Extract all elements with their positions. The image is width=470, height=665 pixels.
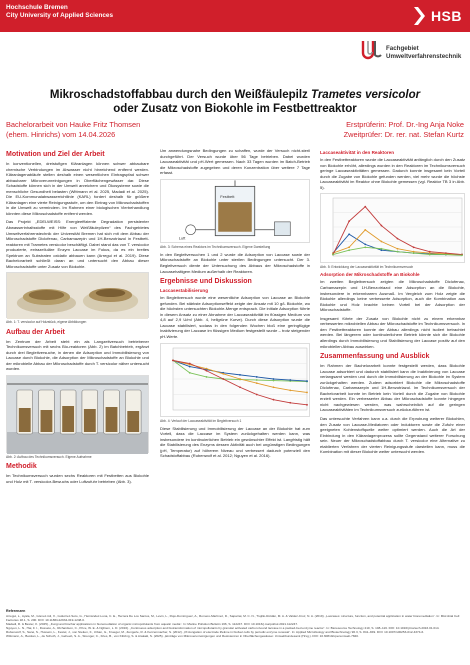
- org-line-1: Hochschule Bremen: [6, 4, 68, 11]
- data-point: [380, 241, 382, 243]
- data-point: [445, 254, 447, 256]
- paragraph: Diese Stabilisierung und Immobilisierung der Laccase an der Biokohle hat zum Vorteil, dass die Laccase im System zurückgehalten werden kann, was insbesondere im kontinuierlichen Betrieb ein gewünschter Effekt ist. Langfristig hält die Stabilisierung des Enzyms dessen Aktivität auch bei ungünstigen Bedingungen (pH, Temperatur) auf höherem Niveau und verbessert dadurch potenziell den Schadstoffabbau (Rubenwolf et al. 2012; Nguyen et al. 2016).: [160, 425, 310, 459]
- paragraph: Im Begleitversuch wurde eine wesentliche Adsorption von Laccase an Biokohle gefunden. Bei stärkste Adsorptionseffekt zeigte der Ansatz mit 10 g/L Biokohle, wo die höchsten untersuchten Biokohle-Menge entsprach. Die initiale Adsorption führte in diesem Ansatz zu einer Abnahme der Laccaseaktivität im flüssigen Medium von 4,8 auf 2,9 U/ml (Abb. 4, hellgrüne Kurve). Durch diese Adsorption wurde die Laccase stabilisiert, sodass in den folgenden Wochen bloß eine geringfügige Inaktivierung der Laccase im flüssigen Medium festgestellt wurde – trotz steigender pH-Werte.: [160, 295, 310, 339]
- title-line-1: [0, 88, 470, 102]
- figure-chart-reactor-activity: [320, 193, 465, 263]
- heading-motivation: Motivation und Ziel der Arbeit: [6, 151, 105, 158]
- data-point: [348, 234, 350, 236]
- data-point: [380, 225, 382, 227]
- paragraph: In den Begleitversuchen 1 und 2 wurde die Adsorption von Laccase sowie der Mikroschadstoffe an Biokohle unter sterilen Bedingungen untersucht. Der 3. Begleitversuch diente der Untersuchung des Abbaus der Mikroschadstoffe in Laccasehaltigem Medium außerhalb der Reaktoren.: [160, 251, 310, 274]
- reference-item: Arregui, L., Ayala, M., Gómez-Gil, X., Gutiérrez-Soto, G., Hernández-Luna, C. E., Herrera De Los Santos, M., Levin, L., Rojo-Domínguez, A., Romero-Martínez, D., Saparrat, M. C. N., Trujillo-Roldán, M. A. & Valdez-Cruz, N. A. (2019). „Laccases: structure, function, and potential application in water bioremediation“. In: Microbial Cell Factories 18.1, S. 200. DOI: 10.1186/s12934-019-1248-0.: [6, 614, 460, 622]
- data-point: [397, 248, 399, 250]
- heading-methodik: Methodik: [6, 463, 37, 471]
- data-point: [189, 371, 191, 373]
- author-line-1: Bachelorarbeit von Hauke Fritz Thomsen: [6, 120, 141, 129]
- title-line-2: oder Zusatz von Biokohle im Festbettreaktor: [113, 103, 357, 115]
- heading-ergebnisse: Ergebnisse und Diskussion: [160, 278, 252, 286]
- examiner-line-2: Zweitprüfer: Dr. rer. nat. Stefan Kurtz: [343, 129, 464, 139]
- data-point: [273, 379, 275, 381]
- references-heading: Referenzen: [6, 609, 26, 613]
- data-point: [306, 403, 308, 405]
- references: [6, 609, 466, 638]
- data-point: [397, 238, 399, 240]
- scheme-label-festbett: Festbett: [220, 193, 235, 199]
- data-point: [273, 386, 275, 388]
- figure-reactor-scheme: [160, 179, 310, 243]
- data-point: [380, 248, 382, 250]
- caption-figure-1: Abb. 1: T. versicolor auf Holzstück, eigene Abbildungen: [6, 320, 87, 325]
- data-point: [413, 252, 415, 254]
- data-point: [206, 367, 208, 369]
- org-name: [6, 4, 113, 20]
- paragraph: Im Rahmen der Bachelorarbeit konnte festgestellt werden, dass Biokohle Laccase adsorbiert und dadurch stabilisiert kann die Inaktivierung von Laccase verlangsamt werden und durch die Immobilisierung an der Biokohle im System zurückgehalten werden. Zudem adsorbiert Biokohle die Mikroschadstoffe Diclofenac, Carbamazepin und 1H-Benzotriazol. Im Technikumsversuch der Bachelorarbeit konnte im Betrieb kein Vorteil durch die Zugabe von Biokohle erzielt werden. Ein verbesserter Abbau der Mikroschadstoffe konnte hingegen nicht nachgewiesen werden, was wahrscheinlich auf die geringen Laccaseaktivitäten im Technikumsversuch zurückzuführen ist.: [320, 363, 465, 413]
- data-point: [256, 382, 258, 384]
- caption-figure-4: Abb. 4: Verlauf der Laccaseaktivität im Begleitversuch 1: [160, 418, 242, 423]
- column-left: [6, 148, 149, 487]
- data-point: [206, 369, 208, 371]
- paragraph: In konventionellen, dreistufigen Kläranlagen können schwer abbaubare chemische Verbindungen im Abwasser nicht hinreichend entfernt werden. Kläranlagenabläufe stellen deshalb einen wesentlichen Eintragspfad schwer abbaubarer Mikroverunreinigungen in Oberflächengewässer dar. Diese Schadstoffe können sich in der Umwelt anreichern und Ökosysteme sowie die menschliche Gesundheit belasten (Wittmann et al. 2025, Madadi et al. 2025). Die EU-Kommunalabwasserrichtlinie (KARL) fordert deshalb für größere Kläranlagen eine vierte Reinigungsstufe, um den Eintrag von Mikroschadstoffen in die Umwelt zu vermindern. Im Rahmen einer biologischen Vierbehandlung könnten diese Mikroschadstoffe entfernt werden.: [6, 161, 149, 216]
- figure-setup-photo: [6, 375, 149, 453]
- title-line-1-text: Mikroschadstoffabbau durch den Weißfäulepilz: [49, 89, 311, 101]
- paragraph: In den Festbettreaktoren wurde die Laccaseaktivität anfänglich durch den Zusatz von Biokohle erhöht, allerdings wurden in den Reaktoren im Technikumsversuch geringe Laccaseaktivitäten gemessen. Dadurch konnte insgesamt kein Vorteil durch die Zugabe von Biokohle gefunden werden, viel mehr wurde die höchste Laccaseaktivität im Reaktor ohne Biokohle gemessen (vgl. Reaktor TB 3 in Abb. 5).: [320, 157, 465, 190]
- author-info: [6, 120, 140, 139]
- data-point: [273, 378, 275, 380]
- data-point: [364, 244, 366, 246]
- hsb-logo-text: HSB: [430, 8, 462, 24]
- examiner-line-1: Erstprüferin: Prof. Dr.-Ing Anja Noke: [346, 120, 464, 129]
- data-point: [461, 255, 463, 257]
- figure-fungus-photo: [6, 272, 149, 318]
- department-logo: [360, 37, 468, 77]
- reference-item: Rubenwolf, S., Sané, S., Hussein, L., Kestel, J., von Stetten, F., Urban, G., Krueger, M., Zengerle, R. & Kerzenmacher, S. (2012). „Prolongation of electrode lifetime in biofuel cells by periodic enzyme renewal“. In: Applied Microbiology and Biotechnology 96.3, S. 841–849. DOI: 10.1007/s00253-012-4374-6.: [6, 630, 425, 634]
- data-point: [189, 362, 191, 364]
- data-point: [222, 378, 224, 380]
- data-point: [206, 376, 208, 378]
- heading-aufbau: Aufbau der Arbeit: [6, 328, 65, 336]
- top-bar: [0, 0, 470, 32]
- paragraph: Das untersuchte Verfahren kann u.a. durch die Erprobung weiterer Biokohlen, den Zusatz von Laccase-Mediatoren oder Induktoren sowie die Zufuhr einer geeigneten Kohlenstoffquelle weiter optimiert werden. Auch die Art der Einbindung in den Kläranlagenprozess sollte Gegenstand weiterer Forschung sein. Neuer der Mikroschadstoffabbau durch T. versicolor eine Alternative zu etablierten Verfahren der vierten Reinigungsstufe darstellen kann, muss die Kombination mit dieser Biokohle weiter untersucht werden.: [320, 415, 465, 455]
- data-point: [256, 376, 258, 378]
- data-point: [239, 378, 241, 380]
- scheme-label-luft: Luft: [178, 235, 186, 241]
- fungus-photo-image: [7, 273, 148, 319]
- reference-item: Madadi, R. & Bester, K. (2025). „Fungi and biochar applications in bioremediation of organic micropollutants from aquatic media“. In: Marine Pollution Bulletin 166, S. 112247. DOI: 10.1016/j.marpolbul.2021.112247.: [6, 622, 298, 626]
- data-point: [239, 386, 241, 388]
- data-point: [172, 359, 174, 361]
- reactor-scheme-diagram: [161, 180, 309, 244]
- data-point: [429, 254, 431, 256]
- data-point: [332, 254, 334, 256]
- hsb-chevron-icon: [412, 7, 428, 25]
- poster-title: [0, 88, 470, 116]
- paragraph: Im Zentrum der Arbeit steht ein als Langzeitversuch betriebener Technikumsversuch mit sechs Bio-reaktoren (Abb. 2) im Batchbetrieb, ergänzt durch drei Begleitversuche, in denen die Adsorption und Immobilisierung von Laccase durch Biokohle, die Adsorption der Mikroschadstoffe an Biokohle und der mikrobielle Abbau der Mikroschadstoffe durch T. versicolor näher untersucht wurden.: [6, 338, 149, 372]
- data-point: [364, 247, 366, 249]
- department-mark-icon: [360, 39, 382, 61]
- examiner-info: [344, 120, 464, 139]
- data-point: [397, 251, 399, 253]
- data-point: [364, 206, 366, 208]
- subheading-adsorption: Adsorption der Mikroschadstoffe an Biokohle: [320, 272, 420, 278]
- data-point: [256, 393, 258, 395]
- data-point: [306, 391, 308, 393]
- paragraph: Um anwendungsnahe Bedingungen zu schaffen, wurde der Versuch nicht-steril durchgeführt. Der Versuch wurde über 56 Tage betrieben. Dabei wurden Laccaseaktivität und pH-Wert gemessen. Nach 33 Tagen wurden im Batch-Betrieb die Mikroschadstoffe zugegeben und deren Konzentration über weitere 7 Tage erfasst.: [160, 148, 310, 176]
- data-point: [348, 247, 350, 249]
- data-point: [348, 250, 350, 252]
- heading-zusammenfassung: Zusammenfassung und Ausblick: [320, 353, 430, 361]
- data-point: [413, 247, 415, 249]
- title-species: Trametes versicolor: [311, 89, 421, 101]
- data-point: [429, 251, 431, 253]
- data-point: [289, 389, 291, 391]
- subheading-aktivitaet: Laccaseaktivität in den Reaktoren: [320, 150, 395, 155]
- data-point: [348, 221, 350, 223]
- data-point: [239, 373, 241, 375]
- department-line-2: Umweltverfahrenstechnik: [386, 53, 462, 60]
- data-point: [256, 379, 258, 381]
- data-point: [222, 372, 224, 374]
- paragraph: Insgesamt führte der Zusatz von Biokohle nicht zu einem erkennbar verbesserten mikrobiellen Abbau der Mikroschadstoffe im Technikumsversuch. In den Festbettreaktoren konnte der Abbau allerdings nicht isoliert betrachtet werden. Bei längerem oder kontinuierlichem Betrieb könnte sich die Biokohle allerdings durch Immobilisierung und Stabilisierung der Laccase positiv auf den mikrobiellen Abbau auswirken.: [320, 315, 465, 349]
- org-line-2: City University of Applied Sciences: [6, 12, 114, 19]
- data-point: [289, 379, 291, 381]
- paragraph: Im zweiten Begleitversuch zeigten die Mikroschadstoffe Diclofenac, Carbamazepin und 1H-Benzotriazol eine Adsorption an die Biokohle, insbesondere in erkennbarem Ausmaß. Im Vergleich zum Holz zeigte die Biokohle allerdings keine verbesserte Adsorption, auch die Kombination aus Biokohle und Holz brachte keinen Vorteil bei der Adsorption der Mikroschadstoffe.: [320, 279, 465, 313]
- data-point: [189, 365, 191, 367]
- caption-figure-3: Abb. 3: Schema eines Reaktors im Technikumsversuch. Eigene Darstellung: [160, 244, 271, 249]
- chart-reactor-activity: [321, 194, 466, 264]
- paragraph: Das Projekt „EDELWEISS: Energieeffiziente Degradation persistenter Abwasserinhaltsstoffe mit Hilfe von Weißfäulepilzen“ des Fachgebietes Umweltverfahrenstechnik der Universität Bremen hat sich mit dem Abbau der Mikroschadstoffe Diclofenac, Carbamazepin und 1H-Benzotriazol in Festbett-reaktoren mit Trametes versicolor beschäftigt. Dabei stand das von T. versicolor produzierte, extrazelluläre Enzym Laccase im Fokus, da es ein breites Spektrum an Substraten oxidativ abbauen kann (Arregui et al. 2019). Diese Bachelorarbeit schließt daran an und untersucht den Abbau dieser Mikroschadstoffe unter Zusatz von Biokohle.: [6, 219, 149, 269]
- department-line-1: Fachgebiet: [386, 45, 419, 52]
- data-point: [306, 380, 308, 382]
- data-point: [289, 401, 291, 403]
- setup-photo-image: [7, 376, 148, 454]
- caption-figure-2: Abb. 2: Aufbau des Technikumsversuch. Eigene Aufnahme: [6, 454, 92, 459]
- author-line-2: (ehem. Hinrichs) vom 14.04.2026: [6, 129, 116, 139]
- column-middle: [160, 148, 310, 462]
- hsb-logo: [412, 5, 462, 27]
- column-right: [320, 148, 465, 458]
- paragraph: Im Technikumsversuch wurden sechs Reaktoren mit Festbetten aus Biokohle und Holz mit T. versicolor-Bewuchs oder Luftzufuhr betrieben (Abb. 3).: [6, 473, 149, 484]
- chart-laccase-adsorption: [161, 344, 311, 418]
- figure-chart-laccase-adsorption: [160, 343, 310, 417]
- reference-item: Nguyen, L. N., Hai, F. I., Dosseto, A., Richardson, C., Price, W. E. & Nghiem, L. D. (2016). „Continuous adsorption and biotransformation of micropollutants by granular activated carbon-bound laccase in a packed-bed enzyme reactor“. In: Bioresource Technology 210, S. 108–116. DOI: 10.1016/j.biortech.2016.01.014.: [6, 626, 440, 630]
- reference-item: Wittmann, A., Bestian, L., de Schoth, J., Geheeb, S. A., Strenger, C., Fries, B., von Klitzing, S. & Arakaki, S. (2025). „Einträge von Mikroverunreinigungen und Resistenzen in Oberflächengewässer. Umweltbundesamt (Hrsg.). DOI: 10.60810/openumwelt-7840.: [6, 634, 359, 638]
- caption-figure-5: Abb. 5: Entwicklung der Laccaseaktivität im Technikumsversuch: [320, 265, 414, 270]
- data-point: [364, 229, 366, 231]
- data-point: [273, 398, 275, 400]
- subheading-stabilisierung: Laccasestabilisierung: [160, 288, 209, 294]
